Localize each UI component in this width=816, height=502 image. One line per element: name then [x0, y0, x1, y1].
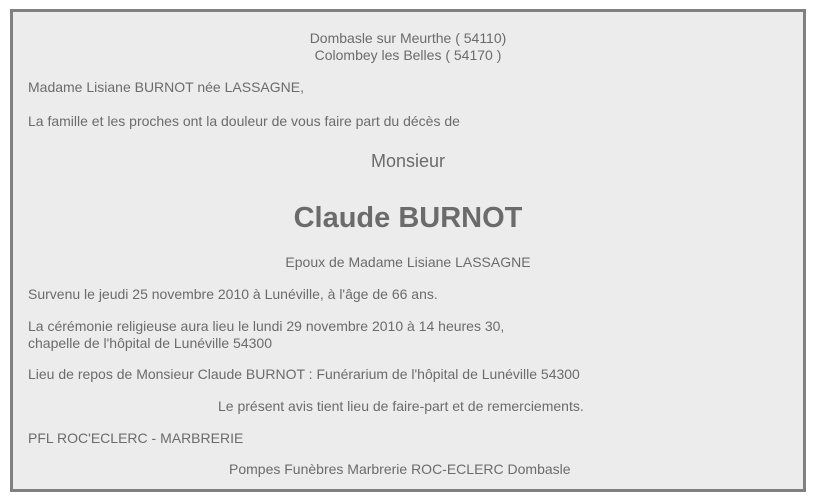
- announcement-line: La famille et les proches ont la douleur de vous faire part du décès de: [28, 113, 460, 129]
- rest-place-line: Lieu de repos de Monsieur Claude BURNOT : Funérarium de l'hôpital de Lunéville 54300: [28, 366, 580, 382]
- ceremony-line-2: chapelle de l'hôpital de Lunéville 54300: [28, 335, 272, 351]
- spouse-line: Epoux de Madame Lisiane LASSAGNE: [285, 254, 531, 270]
- location-line-1: Dombasle sur Meurthe ( 54110): [309, 30, 507, 46]
- obituary-notice: [10, 9, 806, 492]
- death-info-line: Survenu le jeudi 25 novembre 2010 à Lunéville, à l'âge de 66 ans.: [28, 286, 438, 302]
- deceased-name: Claude BURNOT: [293, 202, 523, 234]
- funeral-home-line: PFL ROC'ECLERC - MARBRERIE: [28, 430, 244, 446]
- honorific: Monsieur: [370, 151, 446, 171]
- footer-line: Pompes Funèbres Marbrerie ROC-ECLERC Dombasle: [229, 461, 571, 477]
- ceremony-line-1: La cérémonie religieuse aura lieu le lundi 29 novembre 2010 à 14 heures 30,: [28, 318, 505, 334]
- location-line-2: Colombey les Belles ( 54170 ): [314, 47, 502, 63]
- notice-statement: Le présent avis tient lieu de faire-part et de remerciements.: [218, 398, 584, 414]
- family-member-line: Madame Lisiane BURNOT née LASSAGNE,: [28, 79, 304, 95]
